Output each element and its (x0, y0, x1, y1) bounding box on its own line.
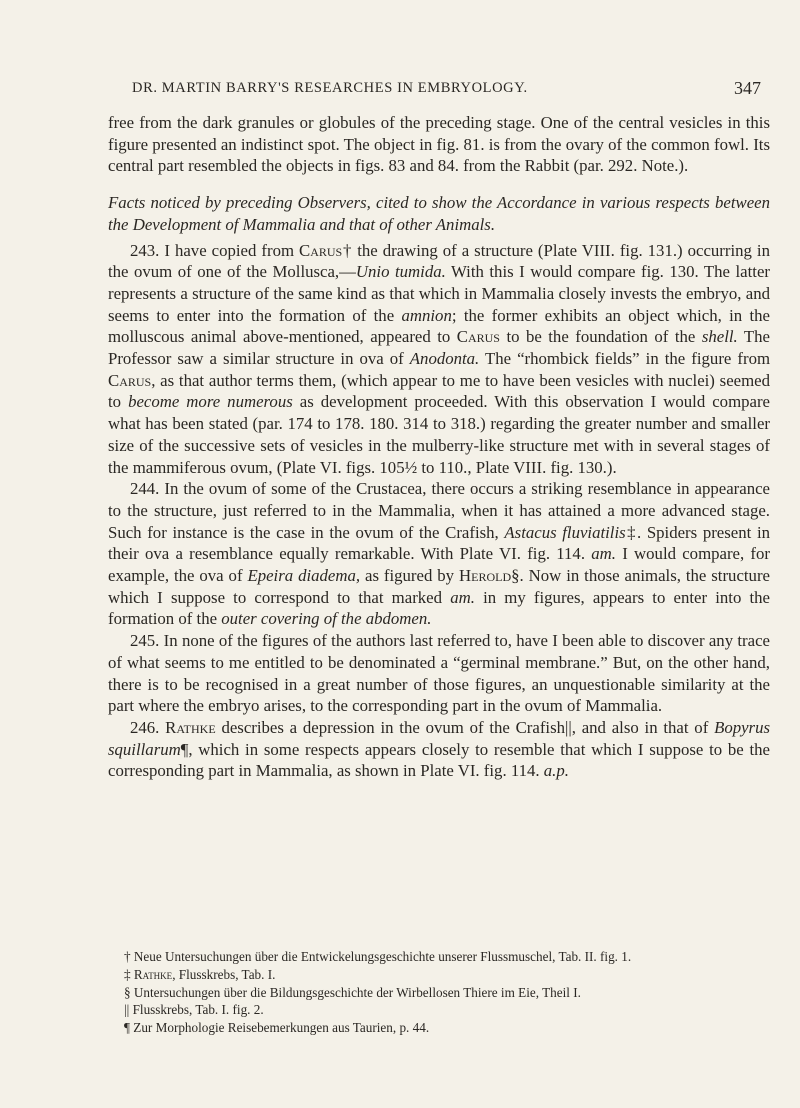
body-text (108, 112, 770, 782)
footnote: § Untersuchungen über die Bildungsgeschichte der Wirbellosen Thiere im Eie, Theil I. (124, 984, 581, 1000)
page-number: 347 (734, 78, 761, 98)
footnote: || Flusskrebs, Tab. I. fig. 2. (124, 1002, 264, 1018)
species-name: Bopyrus squillarum (108, 717, 771, 759)
author-name: Rathke (165, 717, 216, 737)
section-heading: Facts noticed by preceding Observers, cited to show the Accordance in various respects between the Development of Mammalia and that of other Animals. (108, 193, 770, 234)
author-name: Carus (108, 370, 152, 390)
paragraph-245: 245. In none of the figures of the authors last referred to, have I been able to discover any trace of what seems to me entitled to be denominated a “germinal membrane.” But, on the other hand, there is to be recognised in a great number of those figures, an unquestionable similarity at the part where the embryo arises, to the corresponding part in the ovum of Mammalia. (108, 631, 770, 716)
author-name: Herold (459, 566, 512, 586)
footnote: ¶ Zur Morphologie Reisebemerkungen aus Taurien, p. 44. (124, 1020, 430, 1036)
paragraph-246: 246. Rathke describes a depression in the ovum of the Crafish||, and also in that of Bopyrus squillarum¶, which in some respects appears closely to resemble that which I suppose to be the corresponding part in Mammalia, as shown in Plate VI. fig. 114. a.p. (108, 717, 771, 781)
footnotes (124, 948, 764, 1037)
footnote: † Neue Untersuchungen über die Entwickelungsgeschichte unserer Flussmuschel, Tab. II. fig. 1. (124, 949, 632, 964)
paragraph-244: 244. In the ovum of some of the Crustacea, there occurs a striking resemblance in appearance to the structure, just referred to in the Mammalia, when it has attained a more advanced stage. Such for instance is the case in the ovum of the Crafish, Astacus fluviatilis‡. Spiders present in their ova a resemblance equally remarkable. With Plate VI. fig. 114. am. I would compare, for example, the ova of Epeira diadema, as figured by Herold§. Now in those animals, the structure which I suppose to correspond to that marked am. in my figures, appears to enter into the formation of the outer covering of the abdomen. (108, 479, 770, 629)
species-name: Astacus fluviatilis (504, 522, 626, 542)
paragraph-continuation: free from the dark granules or globules of the preceding stage. One of the central vesicles in this figure presented an indistinct spot. The object in fig. 81. is from the ovary of the common fowl. Its central part resembled the objects in figs. 83 and 84. from the Rabbit (par. 292. Note.). (108, 113, 770, 176)
author-name: Carus (456, 327, 500, 347)
species-name: Anodonta. (409, 349, 480, 369)
species-name: Unio tumida. (355, 262, 446, 282)
running-title: DR. MARTIN BARRY'S RESEARCHES IN EMBRYOLOGY. (132, 80, 528, 96)
paragraph-243: 243. I have copied from Carus† the drawing of a structure (Plate VIII. fig. 131.) occurring in the ovum of one of the Mollusca,—Unio tumida. With this I would compare fig. 130. The latter represents a structure of the same kind as that which in Mammalia closely invests the embryo, and seems to enter into the formation of the amnion; the former exhibits an object which, in the molluscous animal above-mentioned, appeared to Carus to be the foundation of the shell. The Professor saw a similar structure in ova of Anodonta. The “rhombick fields” in the figure from Carus, as that author terms them, (which appear to me to have been vesicles with nuclei) seemed to become more numerous as development proceeded. With this observation I would compare what has been stated (par. 174 to 178. 180. 314 to 318.) regarding the greater number and smaller size of the successive sets of vesicles in the mulberry-like structure met with in several stages of the mammiferous ovum, (Plate VI. figs. 105½ to 110., Plate VIII. fig. 130.). (108, 240, 771, 477)
footnote: ‡ Rathke, Flusskrebs, Tab. I. (124, 966, 276, 982)
species-name: Epeira diadema, (247, 566, 361, 586)
author-name: Carus (299, 240, 343, 260)
